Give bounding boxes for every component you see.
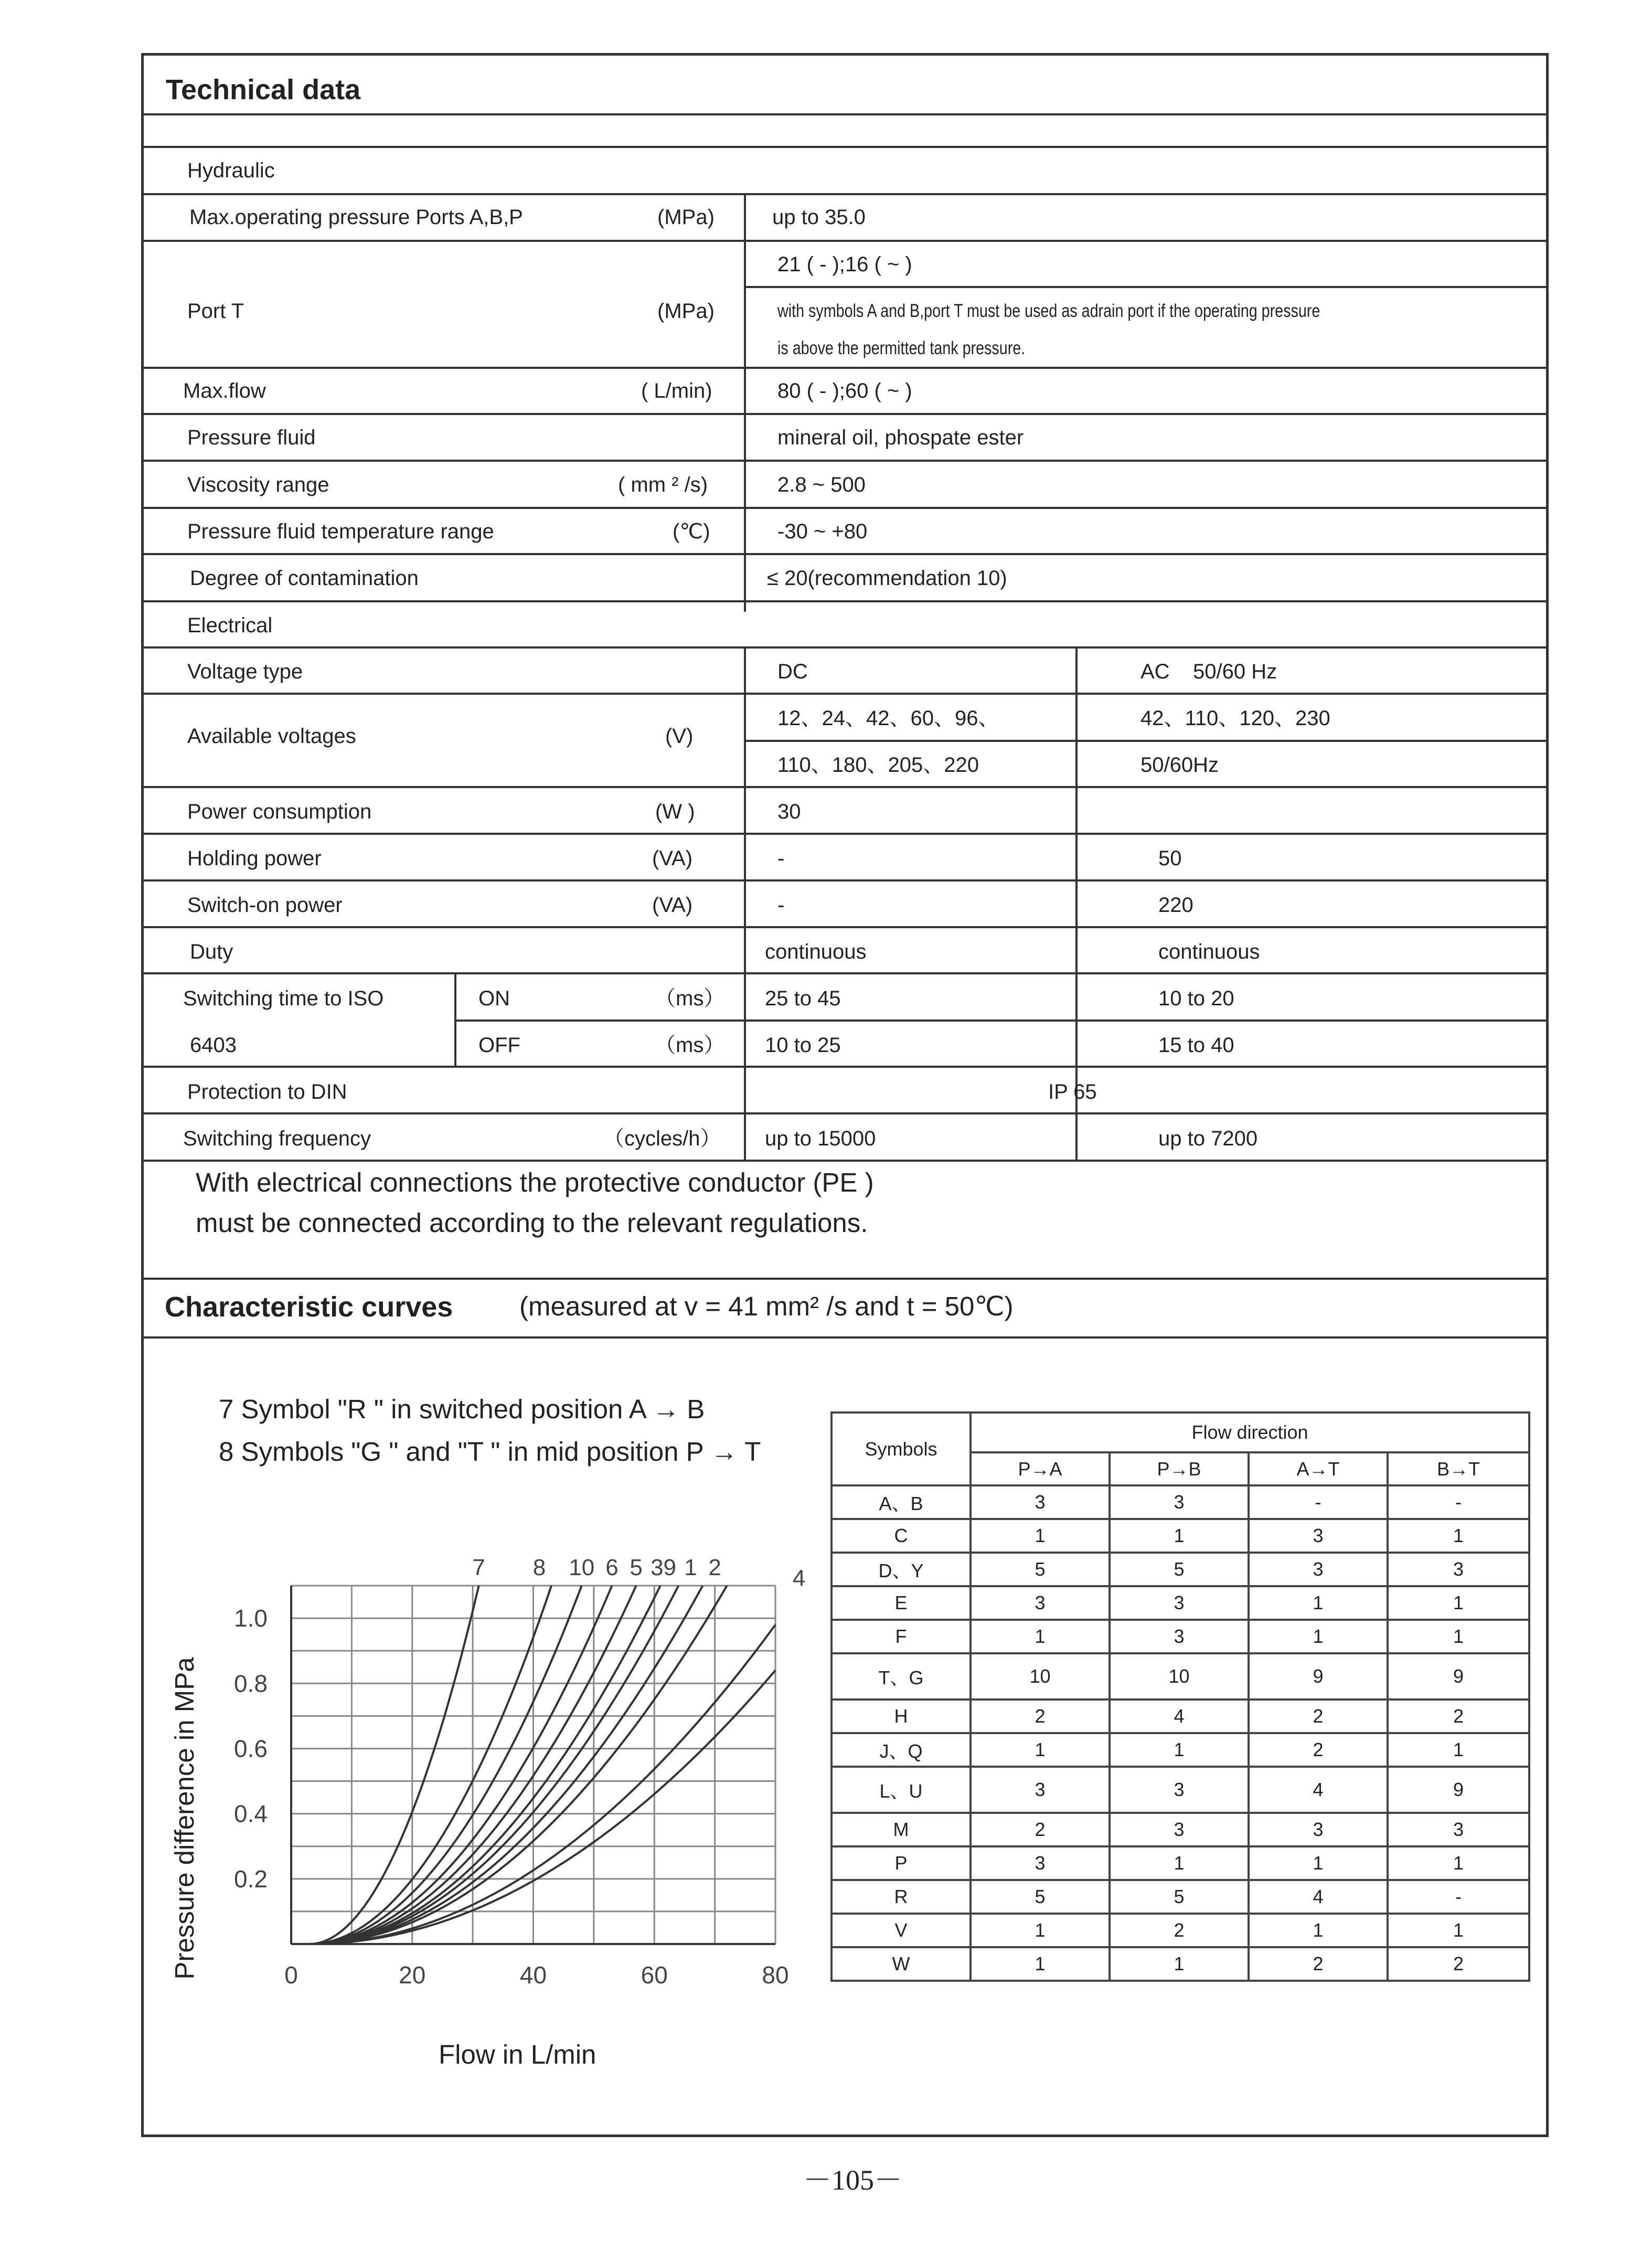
table-row: [832, 1914, 1529, 1947]
value-cell: 5: [971, 1553, 1110, 1586]
voltage-type-ac: AC 50/60 Hz: [1141, 660, 1277, 683]
holding-power-label: Holding power: [187, 847, 322, 870]
value-cell: 1: [1249, 1586, 1388, 1620]
y-axis-label: [169, 1657, 199, 1980]
symbols-header: Symbols: [832, 1412, 971, 1485]
value-cell: 3: [1249, 1553, 1388, 1586]
value-cell: 2: [1110, 1914, 1249, 1947]
symbol-cell: P: [832, 1846, 971, 1880]
x-tick-label: 40: [519, 1961, 547, 1989]
table-row: [832, 1653, 1529, 1700]
curve-3: [310, 1586, 660, 1944]
value-cell: 9: [1388, 1653, 1529, 1700]
curve-label: 6: [605, 1555, 619, 1580]
value-cell: -: [1388, 1880, 1529, 1914]
curve-label: 2: [708, 1555, 721, 1580]
duty-dc: continuous: [765, 940, 867, 963]
switching-time-on-unit: （ms）: [655, 987, 725, 1010]
flow-column-header: P→B: [1110, 1452, 1249, 1485]
flow-direction-table: [830, 1411, 1530, 1982]
value-cell: 1: [971, 1914, 1110, 1947]
switching-frequency-unit: （cycles/h）: [603, 1127, 721, 1150]
value-cell: 1: [1388, 1519, 1529, 1553]
table-row: [832, 1846, 1529, 1880]
value-cell: 1: [971, 1620, 1110, 1653]
curve-label: 7: [472, 1555, 485, 1580]
value-cell: 1: [1388, 1620, 1529, 1653]
value-cell: 3: [971, 1846, 1110, 1880]
value-cell: 2: [971, 1700, 1110, 1733]
duty-ac: continuous: [1158, 940, 1260, 963]
holding-power-ac: 50: [1158, 847, 1182, 870]
switch-on-power-ac: 220: [1158, 894, 1193, 917]
page-number: －105－: [803, 2164, 902, 2196]
y-tick-label: 0.6: [234, 1735, 268, 1762]
value-cell: 3: [971, 1586, 1110, 1620]
switching-time-off-ac: 15 to 40: [1158, 1034, 1234, 1057]
contamination-label: Degree of contamination: [190, 567, 419, 590]
temperature-value: -30 ~ +80: [777, 520, 868, 543]
voltages-dc-1: 12、24、42、60、96、: [777, 707, 999, 730]
symbol-cell: H: [832, 1700, 971, 1733]
voltages-dc-2: 110、180、205、220: [777, 753, 979, 777]
value-cell: 2: [1249, 1733, 1388, 1767]
table-row: [832, 1620, 1529, 1653]
value-cell: 1: [1249, 1846, 1388, 1880]
value-cell: 3: [1110, 1586, 1249, 1620]
y-tick-label: 0.4: [234, 1800, 268, 1828]
value-cell: 2: [1388, 1700, 1529, 1733]
flow-direction-header: Flow direction: [971, 1412, 1529, 1452]
holding-power-unit: (VA): [652, 847, 693, 870]
value-cell: 3: [1388, 1813, 1529, 1846]
curve-label-right: 4: [792, 1565, 806, 1591]
switching-time-off-dc: 10 to 25: [765, 1034, 841, 1057]
symbol-cell: T、G: [832, 1653, 971, 1700]
legend-symbol-7: 7 Symbol "R " in switched position A → B: [219, 1394, 705, 1424]
value-cell: 1: [1110, 1519, 1249, 1553]
value-cell: 1: [1388, 1733, 1529, 1767]
electrical-heading: Electrical: [187, 614, 273, 637]
value-cell: 2: [1249, 1947, 1388, 1981]
x-axis-label: Flow in L/min: [439, 2040, 596, 2069]
y-tick-label: 1.0: [234, 1605, 268, 1632]
value-cell: 1: [1249, 1914, 1388, 1947]
voltage-type-dc: DC: [777, 660, 808, 683]
protection-value: IP 65: [1048, 1080, 1097, 1103]
flow-column-header: B→T: [1388, 1452, 1529, 1485]
switching-time-on-dc: 25 to 45: [765, 987, 841, 1010]
value-cell: 5: [1110, 1553, 1249, 1586]
port-t-note-2: is above the permitted tank pressure.: [777, 338, 1026, 358]
x-tick-label: 0: [284, 1961, 298, 1989]
value-cell: 3: [1110, 1620, 1249, 1653]
viscosity-unit: ( mm ² /s): [618, 473, 708, 496]
switch-on-power-dc: -: [777, 894, 785, 917]
x-tick-label: 60: [641, 1961, 668, 1989]
curve-unlabeled: [310, 1670, 775, 1944]
switching-time-on: ON: [478, 987, 510, 1010]
value-cell: 1: [1110, 1846, 1249, 1880]
value-cell: 4: [1249, 1880, 1388, 1914]
temperature-label: Pressure fluid temperature range: [187, 520, 494, 543]
temperature-unit: (℃): [673, 520, 710, 543]
value-cell: 3: [1388, 1553, 1529, 1586]
switching-time-off-unit: （ms）: [655, 1034, 725, 1057]
value-cell: 4: [1110, 1700, 1249, 1733]
port-t-label: Port T: [187, 300, 244, 323]
symbol-cell: M: [832, 1813, 971, 1846]
value-cell: -: [1388, 1485, 1529, 1519]
value-cell: 1: [1110, 1733, 1249, 1767]
symbol-cell: A、B: [832, 1485, 971, 1519]
symbol-cell: J、Q: [832, 1733, 971, 1767]
symbol-cell: V: [832, 1914, 971, 1947]
port-t-value: 21 ( - );16 ( ~ ): [777, 253, 912, 276]
curve-label: 39: [651, 1555, 677, 1580]
pressure-fluid-value: mineral oil, phospate ester: [777, 426, 1024, 449]
value-cell: 4: [1249, 1767, 1388, 1813]
curve-9: [310, 1586, 679, 1944]
pressure-fluid-label: Pressure fluid: [187, 426, 316, 449]
power-consumption-dc: 30: [777, 800, 801, 823]
value-cell: 10: [1110, 1653, 1249, 1700]
hydraulic-heading: Hydraulic: [187, 159, 275, 182]
holding-power-dc: -: [777, 847, 785, 870]
symbol-cell: C: [832, 1519, 971, 1553]
table-row: [832, 1813, 1529, 1846]
voltage-type-label: Voltage type: [187, 660, 303, 683]
table-row: [832, 1553, 1529, 1586]
x-tick-label: 20: [399, 1961, 426, 1989]
value-cell: 1: [971, 1947, 1110, 1981]
power-consumption-unit: (W ): [655, 800, 695, 823]
value-cell: 3: [971, 1485, 1110, 1519]
duty-label: Duty: [190, 940, 233, 963]
value-cell: 1: [1249, 1620, 1388, 1653]
available-voltages-unit: (V): [665, 725, 694, 748]
table-row: [832, 1700, 1529, 1733]
x-tick-label: 80: [762, 1961, 789, 1989]
viscosity-value: 2.8 ~ 500: [777, 473, 866, 496]
switch-on-power-unit: (VA): [652, 894, 693, 917]
table-row: [832, 1586, 1529, 1620]
table-row: [832, 1519, 1529, 1553]
switching-frequency-label: Switching frequency: [183, 1127, 371, 1150]
max-flow-unit: ( L/min): [641, 379, 712, 402]
value-cell: 5: [971, 1880, 1110, 1914]
flow-column-header: P→A: [971, 1452, 1110, 1485]
table-row: [832, 1880, 1529, 1914]
max-pressure-label: Max.operating pressure Ports A,B,P: [189, 206, 523, 229]
technical-data-title: Technical data: [166, 74, 361, 105]
pe-note-2: must be connected according to the relevant regulations.: [196, 1208, 868, 1238]
value-cell: 1: [1388, 1846, 1529, 1880]
symbol-cell: E: [832, 1586, 971, 1620]
switching-time-off: OFF: [478, 1034, 520, 1057]
symbol-cell: L、U: [832, 1767, 971, 1813]
value-cell: 3: [1110, 1813, 1249, 1846]
value-cell: 2: [971, 1813, 1110, 1846]
y-axis-label-text: Pressure difference in MPa: [169, 1657, 199, 1980]
value-cell: 3: [1249, 1813, 1388, 1846]
value-cell: 1: [971, 1519, 1110, 1553]
viscosity-label: Viscosity range: [187, 473, 329, 496]
value-cell: 1: [1110, 1947, 1249, 1981]
voltages-ac-1: 42、110、120、230: [1141, 707, 1330, 730]
max-pressure-value: up to 35.0: [772, 206, 866, 229]
table-row: [832, 1485, 1529, 1519]
switching-time-on-ac: 10 to 20: [1158, 987, 1234, 1010]
port-t-unit: (MPa): [657, 300, 715, 323]
value-cell: -: [1249, 1485, 1388, 1519]
max-pressure-unit: (MPa): [657, 206, 715, 229]
y-tick-label: 0.2: [234, 1865, 268, 1893]
y-tick-label: 0.8: [234, 1670, 268, 1697]
value-cell: 1: [1388, 1914, 1529, 1947]
curve-label: 5: [630, 1555, 643, 1580]
symbol-cell: W: [832, 1947, 971, 1981]
switching-time-label-2: 6403: [190, 1034, 237, 1057]
characteristic-curves-title: Characteristic curves: [165, 1291, 453, 1323]
available-voltages-label: Available voltages: [187, 725, 356, 748]
voltages-ac-2: 50/60Hz: [1141, 753, 1219, 777]
table-row: [832, 1947, 1529, 1981]
curve-2: [310, 1586, 727, 1944]
value-cell: 5: [1110, 1880, 1249, 1914]
value-cell: 2: [1388, 1947, 1529, 1981]
power-consumption-label: Power consumption: [187, 800, 372, 823]
value-cell: 3: [1110, 1767, 1249, 1813]
value-cell: 9: [1249, 1653, 1388, 1700]
switching-time-label-1: Switching time to ISO: [183, 987, 384, 1010]
value-cell: 3: [1110, 1485, 1249, 1519]
legend-symbol-8: 8 Symbols "G " and "T " in mid position P → T: [219, 1437, 761, 1467]
symbol-cell: F: [832, 1620, 971, 1653]
table-row: [832, 1733, 1529, 1767]
value-cell: 9: [1388, 1767, 1529, 1813]
value-cell: 2: [1249, 1700, 1388, 1733]
curves-condition: (measured at v = 41 mm² /s and t = 50℃): [519, 1291, 1014, 1321]
curve-label: 8: [532, 1555, 546, 1580]
contamination-value: ≤ 20(recommendation 10): [767, 567, 1007, 590]
switching-frequency-ac: up to 7200: [1158, 1127, 1258, 1150]
switching-frequency-dc: up to 15000: [765, 1127, 876, 1150]
value-cell: 10: [971, 1653, 1110, 1700]
symbol-cell: D、Y: [832, 1553, 971, 1586]
pe-note-1: With electrical connections the protective conductor (PE ): [196, 1167, 874, 1197]
switch-on-power-label: Switch-on power: [187, 894, 343, 917]
max-flow-label: Max.flow: [183, 379, 266, 402]
value-cell: 3: [971, 1767, 1110, 1813]
curve-label: 10: [569, 1555, 595, 1580]
value-cell: 1: [1388, 1586, 1529, 1620]
symbol-cell: R: [832, 1880, 971, 1914]
port-t-note-1: with symbols A and B,port T must be used as adrain port if the operating pressure: [777, 301, 1320, 321]
protection-label: Protection to DIN: [187, 1080, 347, 1103]
table-row: [832, 1767, 1529, 1813]
max-flow-value: 80 ( - );60 ( ~ ): [777, 379, 912, 402]
curve-label: 1: [684, 1555, 697, 1580]
value-cell: 1: [971, 1733, 1110, 1767]
curve-1: [310, 1586, 703, 1944]
value-cell: 3: [1249, 1519, 1388, 1553]
flow-column-header: A→T: [1249, 1452, 1388, 1485]
